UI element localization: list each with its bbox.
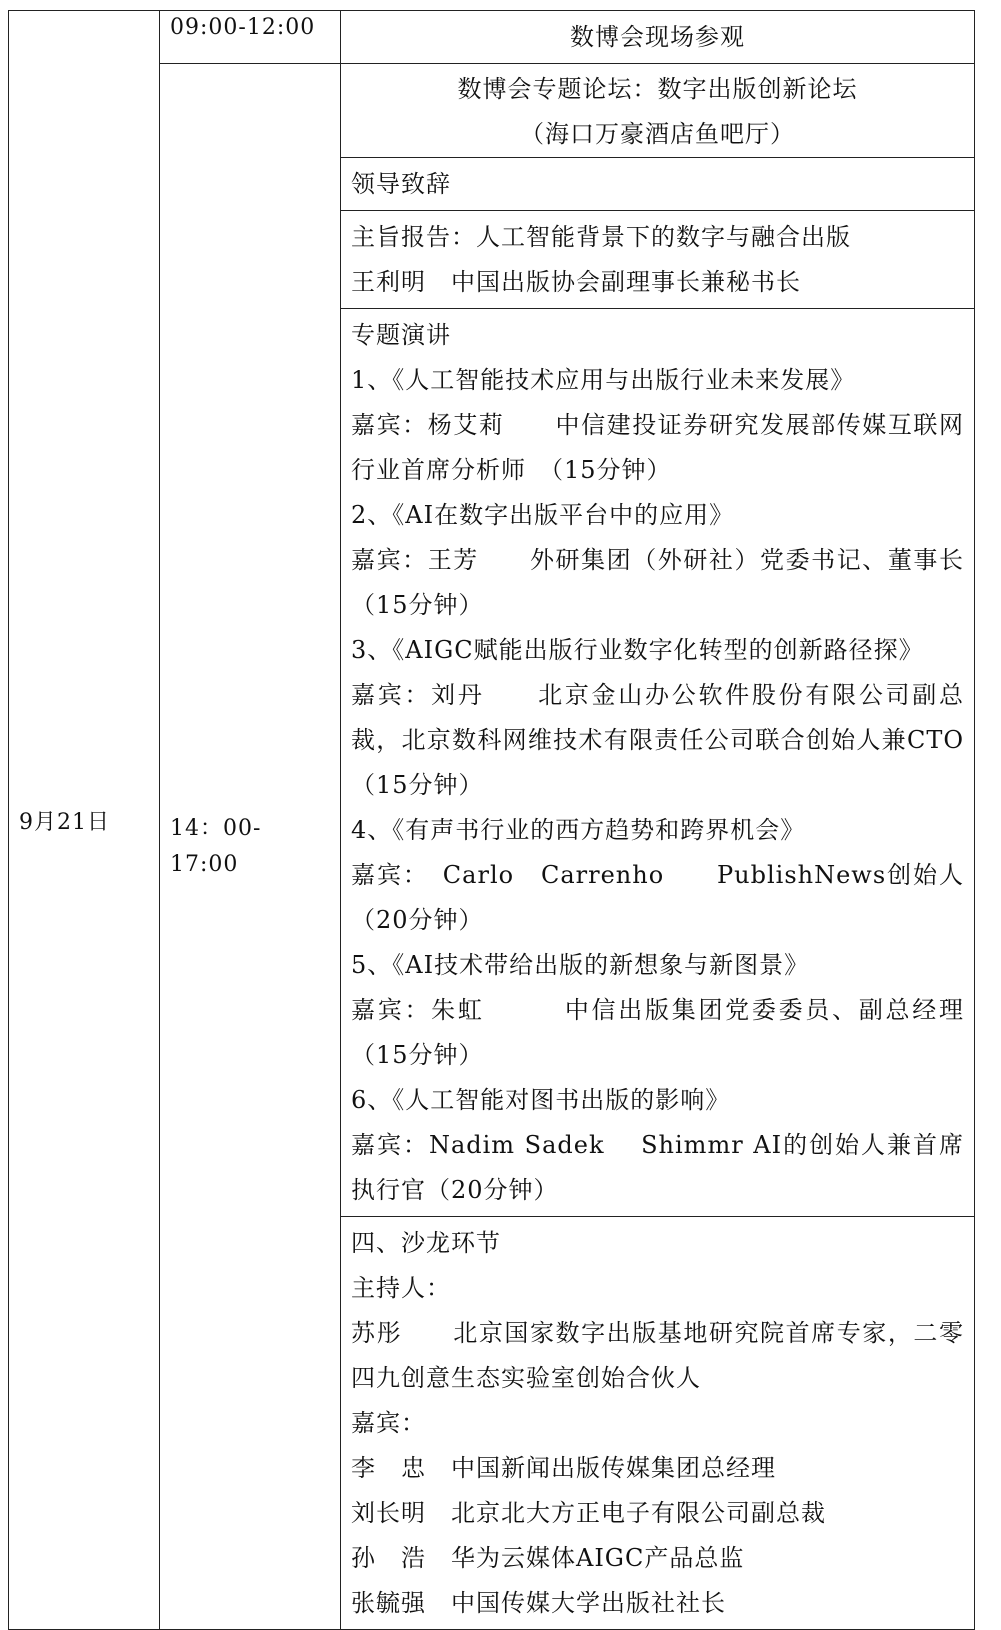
talk-3-title: 3、《AIGC赋能出版行业数字化转型的创新路径探》 (351, 636, 924, 664)
date-cell: 9月21日 (9, 11, 160, 1630)
morning-activity: 数博会现场参观 (341, 11, 975, 64)
talk-1-title: 1、《人工智能技术应用与出版行业未来发展》 (351, 366, 856, 394)
talk-6-guest: 嘉宾：Nadim Sadek Shimmr AI的创始人兼首席执行官（20分钟） (351, 1131, 964, 1204)
keynote-speaker: 王利明 中国出版协会副理事长兼秘书长 (351, 268, 801, 296)
salon-cell (341, 1217, 975, 1630)
afternoon-time-end: 17:00 (170, 851, 239, 877)
talk-2-title: 2、《AI在数字出版平台中的应用》 (351, 501, 735, 529)
talk-2-guest: 嘉宾：王芳 外研集团（外研社）党委书记、董事长 （15分钟） (351, 546, 989, 619)
salon-guest-3: 孙 浩 华为云媒体AIGC产品总监 (351, 1544, 745, 1572)
afternoon-time (160, 64, 341, 1630)
talks-heading: 专题演讲 (351, 321, 451, 349)
talk-4-title: 4、《有声书行业的西方趋势和跨界机会》 (351, 816, 806, 844)
forum-title: 数博会专题论坛：数字出版创新论坛 (457, 75, 858, 103)
salon-guest-1: 李 忠 中国新闻出版传媒集团总经理 (351, 1454, 776, 1482)
opening-remarks: 领导致辞 (341, 158, 975, 211)
talk-5-title: 5、《AI技术带给出版的新想象与新图景》 (351, 951, 810, 979)
talk-6-title: 6、《人工智能对图书出版的影响》 (351, 1086, 731, 1114)
talk-3-guest: 嘉宾：刘丹 北京金山办公软件股份有限公司副总裁，北京数科网维技术有限责任公司联合创始人兼CTO（15分钟） (351, 681, 964, 799)
salon-guests-label: 嘉宾： (351, 1409, 426, 1437)
schedule-table (8, 10, 989, 1630)
salon-host: 苏彤 北京国家数字出版基地研究院首席专家，二零四九创意生态实验室创始合伙人 (351, 1319, 964, 1392)
salon-host-label: 主持人： (351, 1274, 451, 1302)
forum-venue: （海口万豪酒店鱼吧厅） (520, 120, 795, 148)
keynote-title: 主旨报告：人工智能背景下的数字与融合出版 (351, 223, 851, 251)
afternoon-time-start: 14：00- (170, 815, 262, 841)
salon-guest-4: 张毓强 中国传媒大学出版社社长 (351, 1589, 726, 1617)
salon-guest-2: 刘长明 北京北大方正电子有限公司副总裁 (351, 1499, 826, 1527)
talk-4-guest: 嘉宾： Carlo Carrenho PublishNews创始人（20分钟） (351, 861, 964, 934)
morning-time: 09:00-12:00 (160, 11, 341, 64)
keynote-cell (341, 211, 975, 309)
row-morning (9, 11, 975, 64)
talks-cell (341, 309, 989, 1217)
forum-header (341, 64, 975, 158)
talk-5-guest: 嘉宾：朱虹 中信出版集团党委委员、副总经理（15分钟） (351, 996, 964, 1069)
talk-1-guest: 嘉宾：杨艾莉 中信建投证券研究发展部传媒互联网行业首席分析师 （15分钟） (351, 411, 964, 484)
salon-heading: 四、沙龙环节 (351, 1229, 501, 1257)
